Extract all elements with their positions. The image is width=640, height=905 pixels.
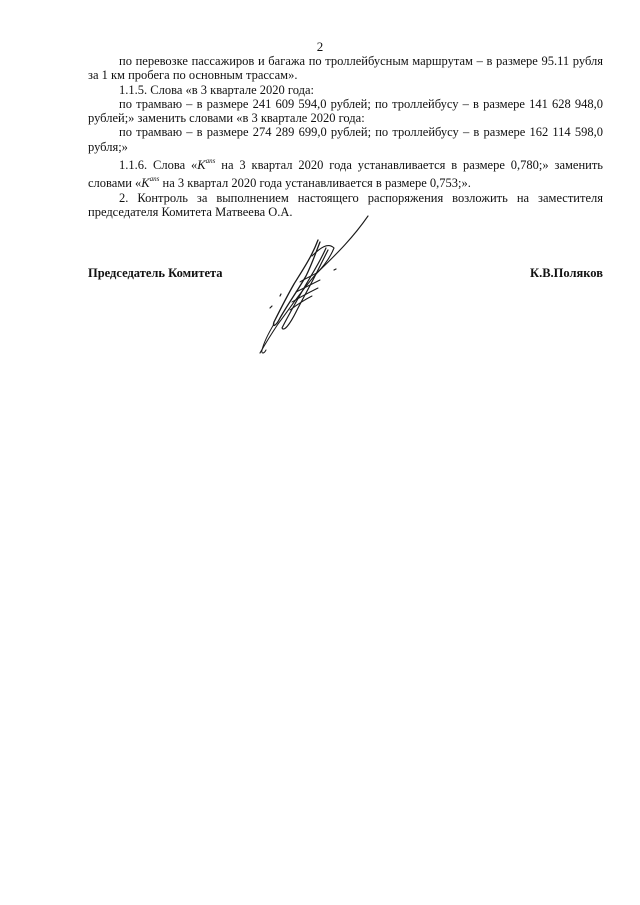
signatory-title: Председатель Комитета xyxy=(88,266,223,280)
coefficient-new xyxy=(141,176,159,190)
coefficient-new-base: K xyxy=(141,176,150,191)
coef-text-middle: на 3 квартал 2020 года устанавливается в размере 0,780;» заменить словами « xyxy=(88,158,603,191)
paragraph-new-amounts: по трамваю – в размере 274 289 699,0 рублей; по троллейбусу – в размере 162 114 598,0 рубля;» xyxy=(88,125,603,154)
coefficient-old xyxy=(197,158,215,172)
coefficient-old-superscript: ans xyxy=(205,157,216,166)
page-number: 2 xyxy=(316,39,324,54)
document-body xyxy=(88,54,603,219)
handwritten-signature xyxy=(250,212,375,362)
signatory-name: К.В.Поляков xyxy=(530,266,603,280)
paragraph-1-1-6 xyxy=(88,154,603,191)
paragraph-control-clause: 2. Контроль за выполнением настоящего распоряжения возложить на заместителя председателя Комитета Матвеева О.А. xyxy=(88,190,603,219)
signature-strokes xyxy=(260,216,368,353)
signature-stroke-loop-2 xyxy=(282,248,328,329)
coefficient-old-base: K xyxy=(197,158,206,173)
signature-stroke-main xyxy=(260,216,368,353)
paragraph-tariff-trolleybus: по перевозке пассажиров и багажа по троллейбусным маршрутам – в размере 95.11 рубля за 1 км пробега по основным трассам». xyxy=(88,54,603,83)
paragraph-1-1-5: 1.1.5. Слова «в 3 квартале 2020 года: xyxy=(119,82,314,97)
signature-stroke-tail xyxy=(262,324,274,353)
coef-text-after: на 3 квартал 2020 года устанавливается в размере 0,753;». xyxy=(159,176,471,191)
signature-stroke-loop-1 xyxy=(273,240,320,325)
coef-text-before: 1.1.6. Слова « xyxy=(119,158,198,173)
coefficient-new-superscript: ans xyxy=(149,175,160,184)
paragraph-old-amounts: по трамваю – в размере 241 609 594,0 рублей; по троллейбусу – в размере 141 628 948,0 рублей;» заменить словами «в 3 квартале 2020 года: xyxy=(88,96,603,126)
